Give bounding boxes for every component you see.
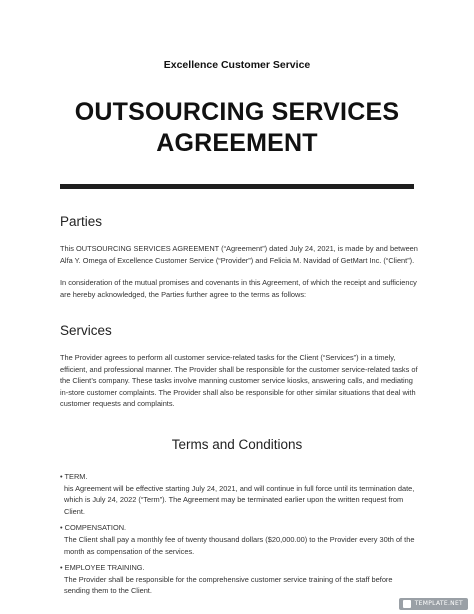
- parties-paragraph-2: In consideration of the mutual promises and covenants in this Agreement, of which the receipt and sufficiency are hereby acknowledged, the Parties further agree to the terms as follows:: [60, 278, 417, 299]
- template-watermark: TEMPLATE.NET: [399, 598, 468, 610]
- term-label: • TERM.: [60, 472, 88, 481]
- list-item: [60, 562, 420, 597]
- document-title: OUTSOURCING SERVICES AGREEMENT: [74, 98, 400, 157]
- company-name: Excellence Customer Service: [163, 59, 311, 71]
- parties-paragraph-1: This OUTSOURCING SERVICES AGREEMENT (“Agreement”) dated July 24, 2021, is made by and between Alfa Y. Omega of Excellence Customer Service (“Provider”) and Felicia M. Navidad of GetMart Inc. (“Client”).: [60, 244, 418, 265]
- compensation-label: • COMPENSATION.: [60, 523, 127, 533]
- employee-training-body: The Provider shall be responsible for the comprehensive customer service training of the staff before sending them to the Client.: [64, 574, 393, 596]
- term-body: his Agreement will be effective starting July 24, 2021, and will continue in full force until its termination date, which is July 24, 2022 (“Term”). The Agreement may be terminated earlier upon the written request from Client.: [64, 483, 415, 516]
- employee-training-label: • EMPLOYEE TRAINING.: [60, 563, 145, 573]
- title-divider: [60, 184, 414, 189]
- services-heading: Services: [60, 323, 112, 338]
- compensation-body: The Client shall pay a monthly fee of twenty thousand dollars ($20,000.00) to the Provider every 30th of the month as compensation of the services.: [64, 534, 415, 556]
- terms-list: [60, 471, 420, 602]
- list-item: [60, 471, 420, 517]
- services-paragraph: The Provider agrees to perform all customer service-related tasks for the Client (“Services”) in a timely, efficient, and professional manner. The Provider shall be responsible for the customer service-related tasks of the Client’s company. These tasks involve manning customer service kiosks, answering calls, and mediating in-store customer complaints. The Provider shall also be responsible for other similar situations that deal with customer requests and complaints.: [60, 353, 418, 409]
- terms-heading: Terms and Conditions: [171, 437, 303, 452]
- list-item: [60, 522, 420, 557]
- parties-heading: Parties: [60, 214, 103, 229]
